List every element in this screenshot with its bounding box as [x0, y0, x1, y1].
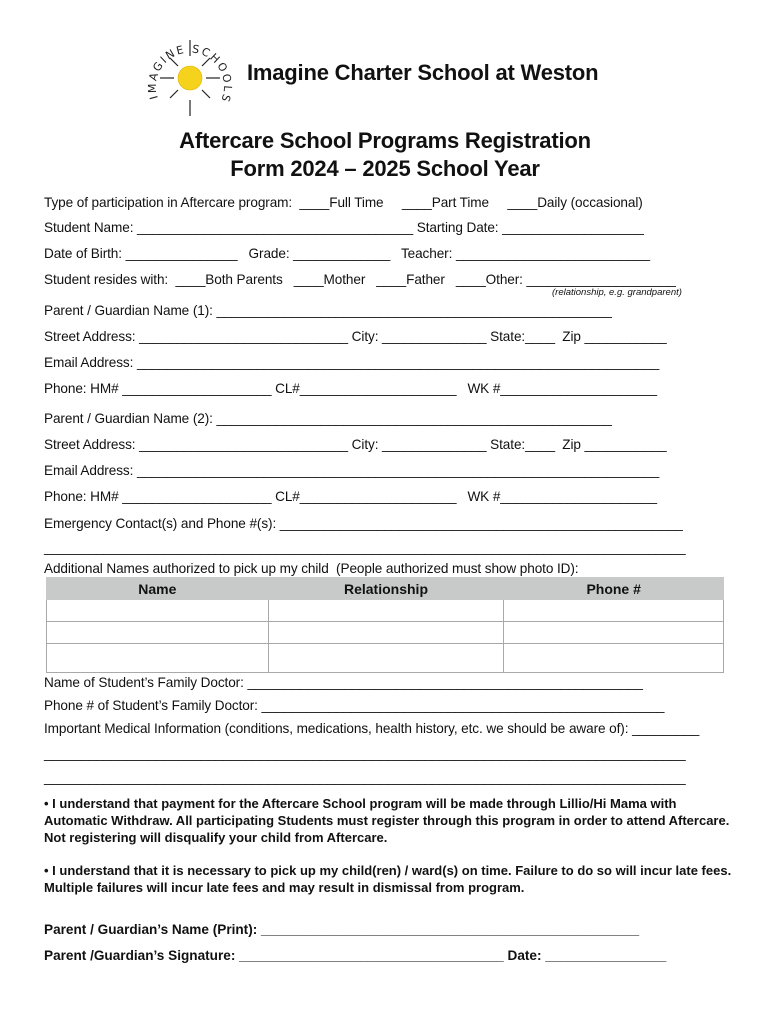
guardian2-phone-field[interactable]: Phone: HM# ____________________ CL#_____________________ WK #_____________________	[44, 489, 657, 504]
logo-text: IMAGINE SCHOOLS	[145, 42, 235, 106]
guardian2-street-field[interactable]: Street Address: ____________________________ City: ______________ State:____ Zip ___________	[44, 437, 667, 452]
relationship-note: (relationship, e.g. grandparent)	[552, 287, 682, 298]
table-cell[interactable]	[268, 600, 504, 622]
table-cell[interactable]	[504, 600, 724, 622]
guardian-print-name-field[interactable]: Parent / Guardian’s Name (Print): __________________________________________________	[44, 922, 640, 937]
medical-info-field[interactable]: Important Medical Information (conditions, medications, health history, etc. we should be aware of): _________	[44, 721, 700, 736]
table-cell[interactable]	[268, 622, 504, 644]
guardian1-phone-field[interactable]: Phone: HM# ____________________ CL#_____________________ WK #_____________________	[44, 381, 657, 396]
table-row	[47, 644, 724, 673]
table-cell[interactable]	[268, 644, 504, 673]
participation-field[interactable]: Type of participation in Aftercare program: ____Full Time ____Part Time ____Daily (occasional)	[44, 195, 643, 210]
table-cell[interactable]	[47, 644, 269, 673]
guardian-signature-field[interactable]: Parent /Guardian’s Signature: ___________________________________ Date: ________________	[44, 948, 667, 963]
medical-info-line2[interactable]: ______________________________________________________________________________________	[44, 746, 686, 761]
table-cell[interactable]	[47, 600, 269, 622]
student-name-field[interactable]: Student Name: _____________________________________ Starting Date: ___________________	[44, 220, 644, 235]
guardian2-email-field[interactable]: Email Address: ______________________________________________________________________	[44, 463, 660, 478]
doctor-phone-field[interactable]: Phone # of Student’s Family Doctor: ______________________________________________________	[44, 698, 665, 713]
payment-statement: • I understand that payment for the Aftercare School program will be made through Lillio/Hi Mama with Automatic Withdraw. All participating Students must register through this program in order to attend Aftercare. Not registering will disqualify your child from Aftercare.	[44, 796, 730, 845]
authorized-pickup-table	[46, 577, 724, 673]
emergency-contact-field[interactable]: Emergency Contact(s) and Phone #(s): ______________________________________________________	[44, 516, 683, 531]
table-row	[47, 622, 724, 644]
table-row	[47, 600, 724, 622]
imagine-schools-logo	[140, 36, 240, 120]
doctor-name-field[interactable]: Name of Student’s Family Doctor: _____________________________________________________	[44, 675, 643, 690]
form-title: Aftercare School Programs Registration	[179, 128, 591, 153]
pickup-statement: • I understand that it is necessary to pick up my child(ren) / ward(s) on time. Failure to do so will incur late fees. Multiple failures will incur late fees and may result in dismissal from program.	[44, 863, 732, 895]
guardian1-email-field[interactable]: Email Address: ______________________________________________________________________	[44, 355, 660, 370]
authorized-pickup-intro: Additional Names authorized to pick up my child (People authorized must show photo ID):	[44, 561, 579, 576]
emergency-contact-line2[interactable]: ______________________________________________________________________________________	[44, 540, 686, 555]
guardian1-name-field[interactable]: Parent / Guardian Name (1): _____________________________________________________	[44, 303, 612, 318]
table-cell[interactable]	[504, 644, 724, 673]
column-header-name: Name	[47, 578, 269, 600]
column-header-relationship: Relationship	[268, 578, 504, 600]
dob-grade-teacher-field[interactable]: Date of Birth: _______________ Grade: _____________ Teacher: __________________________	[44, 246, 650, 261]
table-cell[interactable]	[47, 622, 269, 644]
guardian2-name-field[interactable]: Parent / Guardian Name (2): _____________________________________________________	[44, 411, 612, 426]
table-cell[interactable]	[504, 622, 724, 644]
column-header-phone: Phone #	[504, 578, 724, 600]
resides-with-field[interactable]: Student resides with: ____Both Parents ____Mother ____Father ____Other: ____________________	[44, 272, 676, 287]
school-name: Imagine Charter School at Weston	[247, 60, 599, 85]
guardian1-street-field[interactable]: Street Address: ____________________________ City: ______________ State:____ Zip ___________	[44, 329, 667, 344]
sun-icon	[178, 66, 202, 90]
form-subtitle: Form 2024 – 2025 School Year	[230, 156, 540, 181]
table-header-row	[47, 578, 724, 600]
medical-info-line3[interactable]: ______________________________________________________________________________________	[44, 770, 686, 785]
